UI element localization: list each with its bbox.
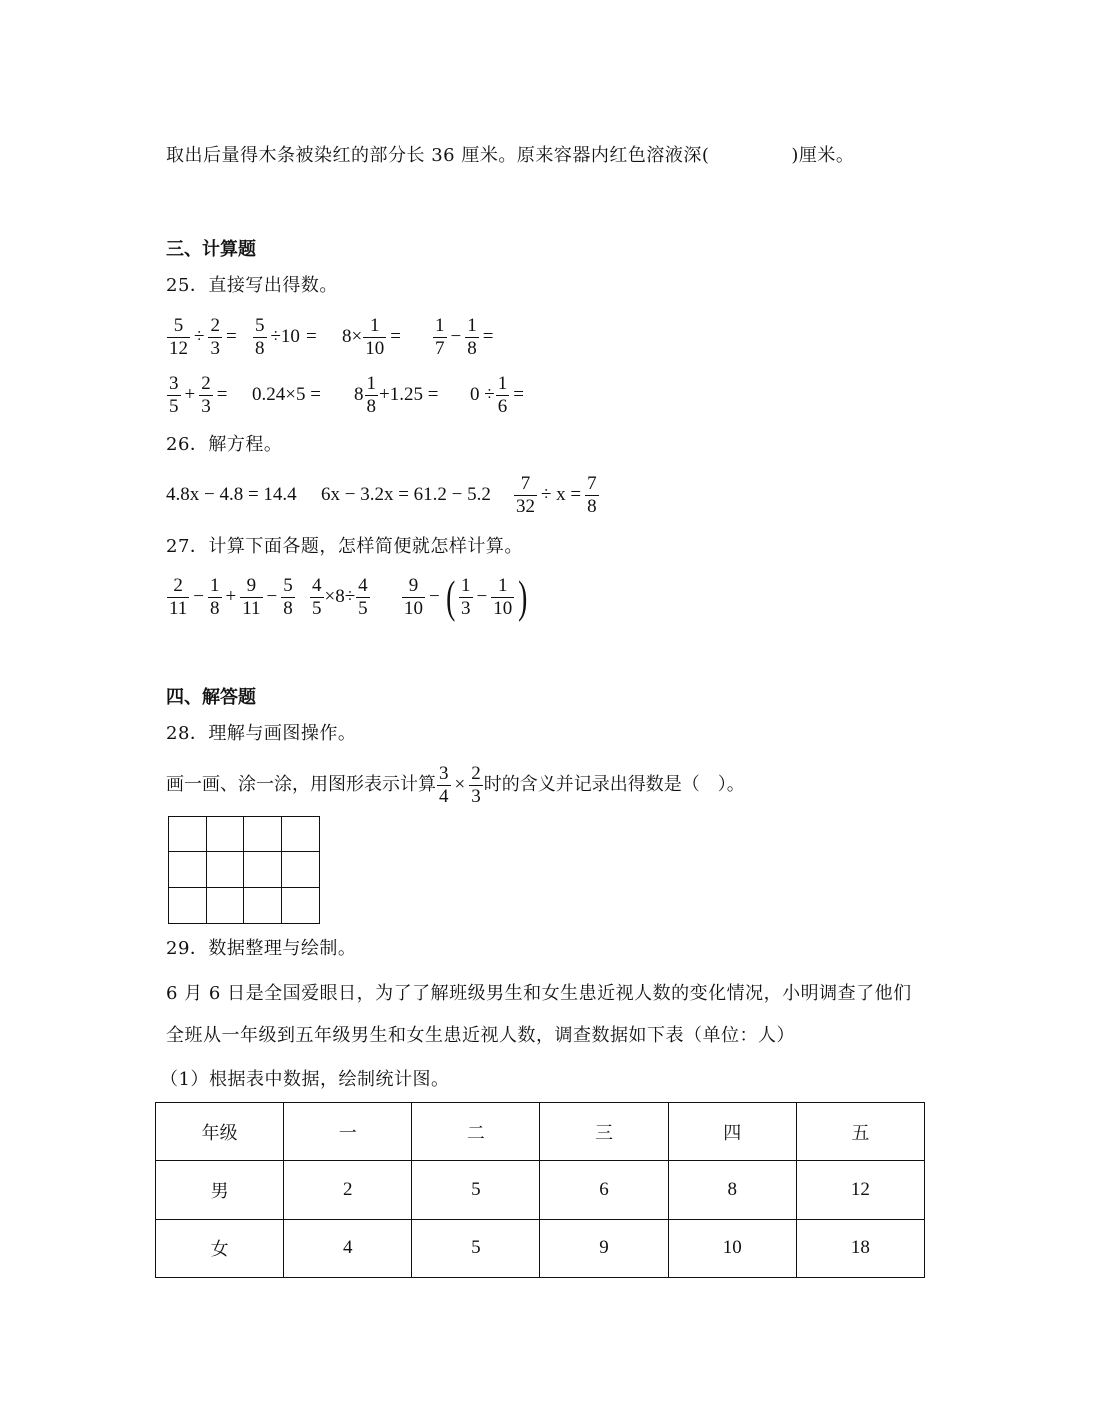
table-cell: 10 — [668, 1219, 796, 1277]
table-cell: 6 — [540, 1161, 668, 1219]
fraction: $\frac{5}{8}$ — [283, 574, 293, 619]
table-header-cell: 五 — [796, 1103, 924, 1161]
fraction: $\frac{3}{5}$ — [169, 372, 179, 417]
q25-title: 25．直接写出得数。 — [166, 275, 338, 296]
q27-expr-1: $\frac{2}{11}$ − $\frac{1}{8}$ + $\frac{9}{11}$ − $\frac{5}{8}$ — [169, 574, 293, 619]
table-cell: 5 — [412, 1219, 540, 1277]
q27-expr-3: $\frac{9}{10}$ − ( $\frac{1}{3}$ − $\frac{1}{10}$ ) — [404, 571, 528, 622]
q25-expr-3: 8× $\frac{1}{10}$ = — [342, 314, 401, 359]
fraction: $\frac{4}{5}$ — [358, 574, 368, 619]
fraction: $\frac{4}{5}$ — [312, 574, 322, 619]
fraction: $\frac{2}{11}$ — [169, 574, 188, 619]
table-cell: 8 — [668, 1161, 796, 1219]
q29-para1: 6 月 6 日是全国爱眼日，为了了解班级男生和女生患近视人数的变化情况，小明调查了他们 — [166, 983, 912, 1004]
intro-line — [166, 144, 854, 168]
fraction: $\frac{7}{8}$ — [587, 472, 597, 517]
table-row — [156, 1219, 925, 1277]
q28-instruction: 画一画、涂一涂，用图形表示计算 $\frac{3}{4}$ × $\frac{2}{3}$ 时的含义并记录出得数是（ ）。 — [166, 762, 745, 807]
q29-sub1: （1）根据表中数据，绘制统计图。 — [160, 1069, 450, 1090]
table-cell: 9 — [540, 1219, 668, 1277]
right-paren: ) — [518, 571, 528, 622]
fraction: $\frac{1}{3}$ — [461, 574, 471, 619]
intro-text-after: )厘米。 — [791, 145, 855, 166]
fraction: $\frac{1}{10}$ — [365, 314, 385, 359]
fraction: $\frac{1}{6}$ — [497, 372, 508, 417]
table-cell: 4 — [284, 1219, 412, 1277]
fraction: $\frac{3}{4}$ — [439, 762, 449, 807]
q25-expr-5: $\frac{3}{5}$ + $\frac{2}{3}$ = — [169, 372, 228, 417]
fraction: $\frac{2}{3}$ — [210, 314, 220, 359]
fraction: $\frac{1}{8}$ — [467, 314, 477, 359]
fraction: $\frac{1}{10}$ — [493, 574, 513, 619]
fraction: $\frac{1}{7}$ — [435, 314, 445, 359]
section3-title: 三、计算题 — [166, 239, 256, 260]
q26-eq2: 6x − 3.2x = 61.2 − 5.2 — [321, 484, 491, 505]
q27-title: 27．计算下面各题，怎样简便就怎样计算。 — [166, 536, 523, 557]
fraction: $\frac{9}{10}$ — [404, 574, 423, 619]
q28-expression: $\frac{3}{4}$ × $\frac{2}{3}$ — [439, 762, 481, 807]
q25-expr-8: 0 ÷ $\frac{1}{6}$ = — [470, 372, 524, 417]
q25-row1 — [166, 313, 496, 361]
table-row-label: 男 — [156, 1161, 284, 1219]
fraction: $\frac{9}{11}$ — [242, 574, 261, 619]
fraction: $\frac{5}{8}$ — [255, 314, 265, 359]
left-paren: ( — [445, 571, 455, 622]
q25-expr-4: $\frac{1}{7}$ − $\frac{1}{8}$ = — [435, 314, 494, 359]
section4-title: 四、解答题 — [166, 687, 256, 708]
q29-title: 29．数据整理与绘制。 — [166, 938, 357, 959]
table-header-cell: 二 — [412, 1103, 540, 1161]
q28-title: 28．理解与画图操作。 — [166, 723, 357, 744]
intro-text-before: 取出后量得木条被染红的部分长 36 厘米。原来容器内红色溶液深( — [166, 145, 710, 166]
table-header-cell: 一 — [284, 1103, 412, 1161]
table-cell: 12 — [796, 1161, 924, 1219]
table-row — [156, 1161, 925, 1219]
q25-expr-6: 0.24×5 = — [252, 384, 321, 405]
table-cell: 18 — [796, 1219, 924, 1277]
fraction: $\frac{5}{12}$ — [169, 314, 188, 359]
q25-expr-1: $\frac{5}{12}$ ÷ $\frac{2}{3}$ = — [169, 314, 237, 359]
table-cell: 2 — [284, 1161, 412, 1219]
table-cell: 5 — [412, 1161, 540, 1219]
q26-eq3: $\frac{7}{32}$ ÷ x = $\frac{7}{8}$ — [516, 472, 597, 517]
table-header-cell: 四 — [668, 1103, 796, 1161]
q27-row — [166, 572, 531, 622]
fraction: $\frac{2}{3}$ — [201, 372, 211, 417]
q25-expr-7: 8 $\frac{1}{8}$ +1.25 = — [354, 372, 439, 417]
q26-row — [166, 471, 600, 519]
table-row-label: 女 — [156, 1219, 284, 1277]
drawing-grid — [168, 816, 320, 924]
fraction: $\frac{2}{3}$ — [471, 762, 481, 807]
table-header-cell: 三 — [540, 1103, 668, 1161]
q25-row2 — [166, 371, 527, 419]
q29-para2: 全班从一年级到五年级男生和女生患近视人数，调查数据如下表（单位：人） — [166, 1025, 795, 1046]
fraction: $\frac{7}{32}$ — [516, 472, 535, 517]
data-table — [155, 1102, 925, 1278]
table-header-row — [156, 1103, 925, 1161]
fraction: $\frac{1}{8}$ — [210, 574, 220, 619]
q26-eq1: 4.8x − 4.8 = 14.4 — [166, 484, 297, 505]
fraction: $\frac{1}{8}$ — [366, 372, 376, 417]
q26-title: 26．解方程。 — [166, 434, 283, 455]
q27-expr-2: $\frac{4}{5}$ ×8÷ $\frac{4}{5}$ — [312, 574, 368, 619]
table-header-cell: 年级 — [156, 1103, 284, 1161]
q25-expr-2: $\frac{5}{8}$ ÷10 = — [255, 314, 317, 359]
